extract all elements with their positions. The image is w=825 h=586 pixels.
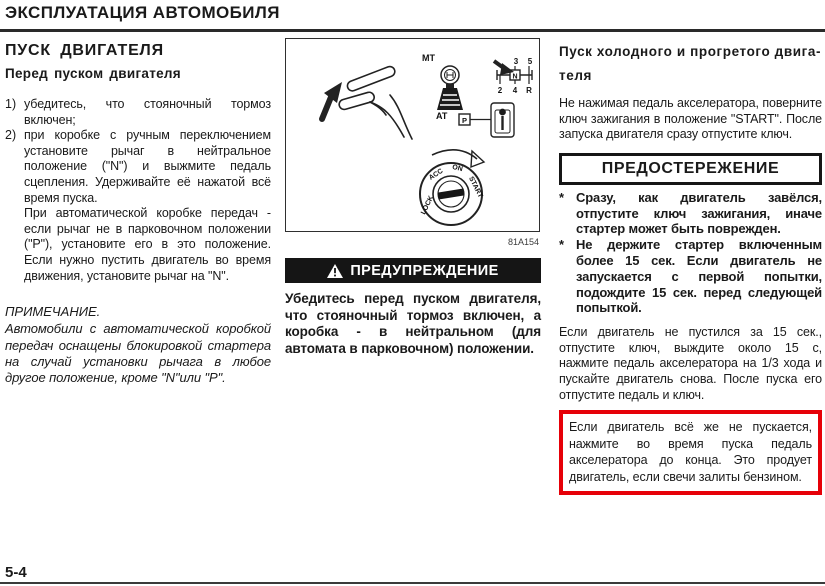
list-item-text-main: при коробке с ручным переключением установите рычаг в нейтральное положение ("N") и выжмите педаль сцепления. Удерживайте её нажатой всё время пуска. [24,128,271,205]
list-item-text: убедитесь, что стояночный тормоз включен; [24,97,271,127]
page-number: 5-4 [5,564,27,581]
ignition-acc-label: ACC [427,167,445,182]
knob-pattern [447,72,453,78]
footer-rule [0,582,825,584]
mt-label: MT [422,53,435,63]
middle-column [285,38,541,357]
shift-boot [437,88,463,110]
list-item [5,128,271,284]
warning-text: Убедитесь перед пуском двигателя, что стояночный тормоз включен, а коробка - в нейтральном (для автомата в парковочном) положении. [285,291,541,356]
list-item-text-continued: При автоматической коробке передач - если рычаг не в парковочном положении ("P"), установите его в это положение. Если нужно пустить двигатель во время движения, установите рычаг на "N". [24,206,271,283]
gear-4: 4 [512,86,518,95]
right-column [559,40,822,495]
note-text: Автомобили с автоматической коробкой передач оснащены блокировкой стартера на случай установки рычага в любое другое положение, кроме "N"или "P". [5,321,271,385]
at-lever-knob [499,109,506,116]
neutral-label: N [512,73,518,81]
section-title: ПУСК ДВИГАТЕЛЯ [5,42,164,59]
at-label: AT [436,111,448,121]
turn-arrow-path [432,150,477,159]
caution-header-label: ПРЕДОСТЕРЕЖЕНИЕ [601,159,780,177]
highlighted-paragraph-box [559,410,822,494]
section-title-right [559,40,822,88]
caution-item-text: Сразу, как двигатель завёлся, отпустите ключ зажигания, иначе стартер может быть поврежден. [576,189,822,237]
caution-item-marker: * [559,237,565,253]
body-paragraph: Если двигатель не пустился за 15 сек., отпустите ключ, выждите около 15 с, нажмите педаль акселератора на 1/3 хода и пускайте двигатель снова. После пуска его отпустите педаль и ключ. [559,325,822,402]
mt-shifter-drawing [422,53,463,110]
chapter-header: ЭКСПЛУАТАЦИЯ АВТОМОБИЛЯ [5,3,280,22]
list-item-number: 1) [5,97,17,111]
caution-item-text: Не держите стартер включенным более 15 сек. Если двигатель не запускается с первой попытки, подождите 15 сек. перед следующей попыткой. [576,237,822,316]
header-rule [0,29,825,32]
ignition-start-label: START [467,175,484,200]
key-slot [438,189,465,200]
figure-ignition-illustration [285,38,540,232]
park-label: P [461,116,468,125]
turn-arrow-head [471,151,484,167]
section-title-line2: теля [559,68,592,83]
gear-pattern-drawing [494,57,533,95]
gear-3: 3 [513,57,519,66]
numbered-list [5,97,271,284]
ignition-cylinder-drawing [420,150,484,225]
caution-item-marker: * [559,189,565,205]
section-title-line1: Пуск холодного и прогретого двига- [559,44,822,59]
caution-item [559,237,822,316]
subsection-title: Перед пуском двигателя [5,66,181,81]
parking-brake-drawing [322,65,412,139]
highlighted-paragraph-text: Если двигатель всё же не пускается, нажмите во время пуска педаль акселератора до конца. Это продует двигатель, если свечи залиты бензином. [569,420,812,484]
warning-triangle-icon [327,264,343,278]
left-column [5,40,271,386]
intro-paragraph: Не нажимая педаль акселератора, поверните ключ зажигания в положение "START". После запуска двигателя сразу отпустите ключ. [559,96,822,142]
ignition-on-label: ON [451,163,464,174]
hand-outline [370,102,404,137]
caution-item [559,190,822,237]
ignition-figure-svg [286,39,539,231]
note-block [5,304,271,386]
warning-banner [285,258,541,283]
caution-header-box [559,153,822,185]
caution-list [559,190,822,316]
list-item-number: 2) [5,128,17,143]
gear-r: R [526,86,532,95]
gear-2: 2 [497,86,503,95]
brake-grip [338,91,375,111]
note-title: ПРИМЕЧАНИЕ. [5,304,101,320]
figure-caption: 81A154 [507,237,539,247]
list-item [5,97,271,128]
arrow-shaft [322,97,331,119]
brake-lever [346,65,396,92]
gear-5: 5 [527,57,533,66]
warning-banner-label: ПРЕДУПРЕЖДЕНИЕ [350,262,499,279]
list-item-text [24,128,271,284]
ignition-lock-label: LOCK [420,194,436,216]
shift-neck [446,84,454,88]
